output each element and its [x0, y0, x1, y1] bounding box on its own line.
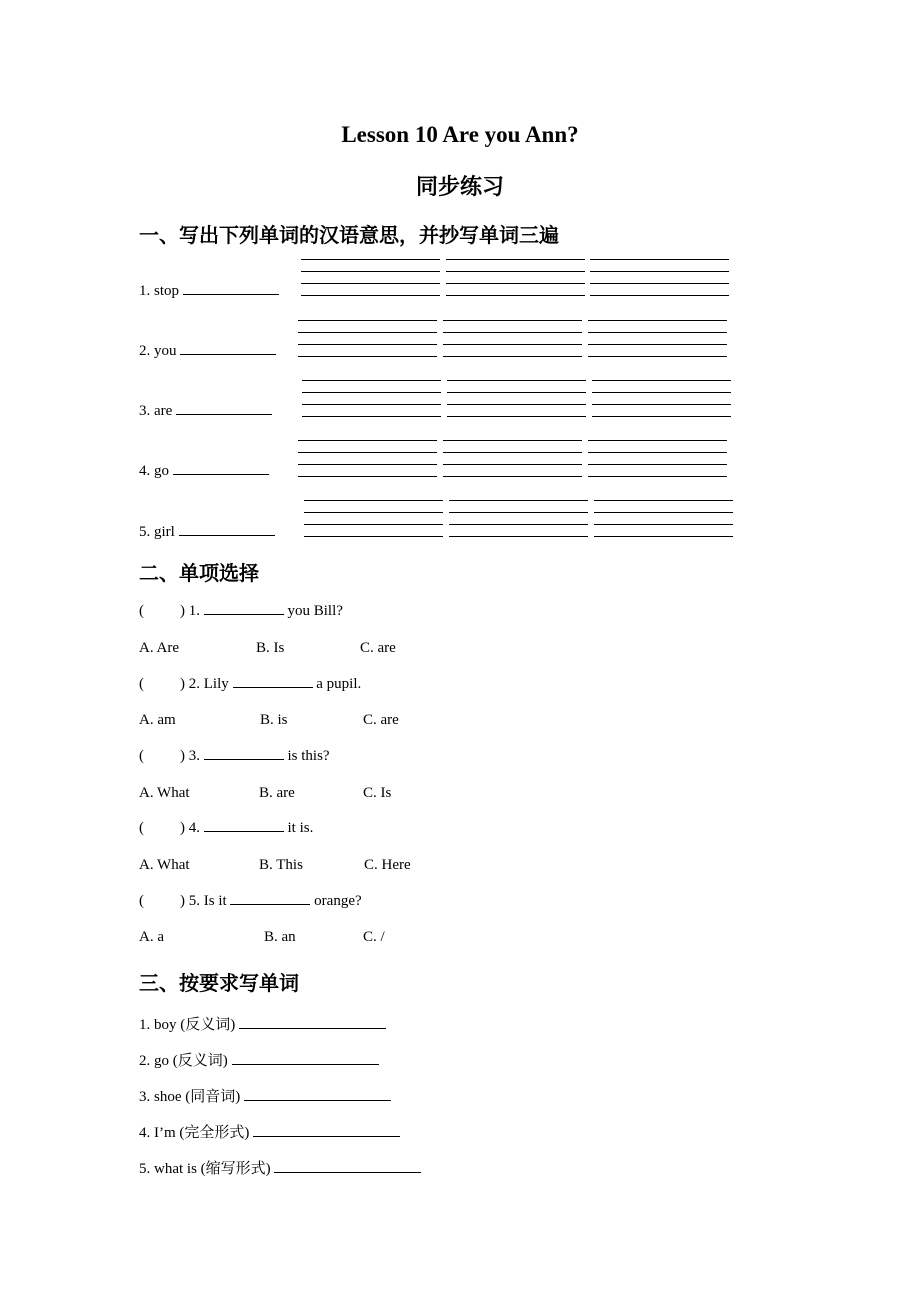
- question-number: 1.: [188, 603, 200, 619]
- meaning-blank[interactable]: [183, 293, 279, 295]
- word-form-blank[interactable]: [274, 1171, 421, 1173]
- option-row: [139, 785, 391, 802]
- copy-line: [588, 476, 727, 477]
- word-form-label: 3. shoe (同音词): [139, 1089, 241, 1105]
- copy-line: [592, 392, 731, 393]
- section2-heading: 二、单项选择: [139, 561, 259, 585]
- word-form-label: 2. go (反义词): [139, 1053, 228, 1069]
- question-number: 2.: [188, 676, 200, 692]
- word-label: 2. you: [139, 343, 177, 359]
- option-row: [139, 712, 399, 729]
- question-blank[interactable]: [204, 830, 284, 832]
- copy-line: [298, 332, 437, 333]
- copy-line: [302, 416, 441, 417]
- copy-line: [304, 500, 443, 501]
- option-row: [139, 929, 385, 946]
- copy-line: [304, 536, 443, 537]
- word-label: 4. go: [139, 463, 169, 479]
- option-a[interactable]: A. am: [139, 712, 176, 728]
- copy-line: [592, 416, 731, 417]
- option-c[interactable]: C. Here: [364, 857, 411, 873]
- copy-line: [590, 259, 729, 260]
- question-row: [139, 603, 343, 620]
- option-b[interactable]: B. an: [264, 929, 296, 945]
- question-row: [139, 893, 362, 910]
- word-form-blank[interactable]: [253, 1135, 400, 1137]
- meaning-blank[interactable]: [173, 473, 269, 475]
- question-number: 3.: [188, 748, 200, 764]
- word-form-label: 5. what is (缩写形式): [139, 1161, 271, 1177]
- option-a[interactable]: A. What: [139, 785, 190, 801]
- meaning-blank[interactable]: [180, 353, 276, 355]
- answer-paren-open: (: [139, 893, 144, 909]
- copy-line: [298, 320, 437, 321]
- question-blank[interactable]: [204, 613, 284, 615]
- copy-line: [301, 271, 440, 272]
- answer-paren-close: ): [180, 676, 185, 692]
- copy-line: [298, 476, 437, 477]
- question-text: it is.: [287, 820, 314, 836]
- copy-line: [447, 404, 586, 405]
- section3-heading: 三、按要求写单词: [139, 971, 299, 995]
- word-item: [139, 403, 272, 420]
- question-row: [139, 748, 330, 765]
- copy-line: [590, 283, 729, 284]
- word-item: [139, 343, 276, 360]
- question-blank[interactable]: [204, 758, 284, 760]
- copy-line: [594, 536, 733, 537]
- option-row: [139, 640, 396, 657]
- option-b[interactable]: B. is: [260, 712, 288, 728]
- question-text-pre: Lily: [203, 676, 229, 692]
- option-c[interactable]: C. Is: [363, 785, 392, 801]
- copy-line: [302, 380, 441, 381]
- question-text-pre: Is it: [203, 893, 227, 909]
- copy-line: [443, 344, 582, 345]
- copy-line: [298, 464, 437, 465]
- question-text: is this?: [287, 748, 330, 764]
- copy-line: [298, 440, 437, 441]
- word-form-label: 4. I’m (完全形式): [139, 1125, 250, 1141]
- word-form-blank[interactable]: [239, 1027, 386, 1029]
- word-label: 1. stop: [139, 283, 180, 299]
- answer-paren-close: ): [180, 748, 185, 764]
- copy-line: [594, 524, 733, 525]
- copy-line: [588, 452, 727, 453]
- copy-line: [446, 271, 585, 272]
- copy-line: [449, 524, 588, 525]
- meaning-blank[interactable]: [179, 534, 275, 536]
- answer-paren-open: (: [139, 676, 144, 692]
- copy-line: [443, 332, 582, 333]
- copy-line: [592, 404, 731, 405]
- copy-line: [449, 512, 588, 513]
- copy-line: [443, 356, 582, 357]
- option-b[interactable]: B. are: [259, 785, 295, 801]
- word-form-blank[interactable]: [232, 1063, 379, 1065]
- answer-paren-close: ): [180, 603, 185, 619]
- word-form-item: [139, 1085, 391, 1106]
- page-subtitle: 同步练习: [415, 175, 504, 200]
- copy-line: [592, 380, 731, 381]
- question-text: you Bill?: [287, 603, 343, 619]
- word-form-item: [139, 1013, 386, 1034]
- copy-line: [447, 380, 586, 381]
- section1-heading: 一、写出下列单词的汉语意思，并抄写单词三遍: [139, 223, 559, 247]
- answer-paren-open: (: [139, 748, 144, 764]
- copy-line: [446, 259, 585, 260]
- word-item: [139, 524, 275, 541]
- copy-line: [443, 452, 582, 453]
- copy-line: [298, 452, 437, 453]
- copy-line: [302, 392, 441, 393]
- copy-line: [446, 295, 585, 296]
- meaning-blank[interactable]: [176, 413, 272, 415]
- option-a[interactable]: A. Are: [139, 640, 179, 656]
- copy-line: [590, 295, 729, 296]
- option-b[interactable]: B. Is: [256, 640, 285, 656]
- question-blank[interactable]: [233, 686, 313, 688]
- copy-line: [301, 283, 440, 284]
- copy-line: [301, 259, 440, 260]
- question-row: [139, 820, 313, 837]
- copy-line: [443, 464, 582, 465]
- answer-paren-open: (: [139, 603, 144, 619]
- copy-line: [301, 295, 440, 296]
- copy-line: [304, 524, 443, 525]
- word-label: 3. are: [139, 403, 173, 419]
- question-blank[interactable]: [230, 903, 310, 905]
- copy-line: [298, 356, 437, 357]
- question-text: orange?: [314, 893, 362, 909]
- question-number: 5.: [188, 893, 200, 909]
- word-label: 5. girl: [139, 524, 175, 540]
- copy-line: [443, 476, 582, 477]
- copy-line: [449, 536, 588, 537]
- copy-line: [588, 440, 727, 441]
- copy-line: [443, 320, 582, 321]
- copy-line: [588, 344, 727, 345]
- copy-line: [590, 271, 729, 272]
- question-text: a pupil.: [316, 676, 362, 692]
- copy-line: [304, 512, 443, 513]
- question-number: 4.: [188, 820, 200, 836]
- copy-line: [594, 512, 733, 513]
- page-title: Lesson 10 Are you Ann?: [341, 122, 579, 147]
- option-row: [139, 857, 411, 874]
- copy-line: [443, 440, 582, 441]
- word-item: [139, 463, 269, 480]
- copy-line: [447, 416, 586, 417]
- option-a[interactable]: A. What: [139, 857, 190, 873]
- option-b[interactable]: B. This: [259, 857, 303, 873]
- copy-line: [588, 320, 727, 321]
- copy-line: [588, 464, 727, 465]
- word-form-label: 1. boy (反义词): [139, 1017, 236, 1033]
- copy-line: [298, 344, 437, 345]
- answer-paren-open: (: [139, 820, 144, 836]
- question-row: [139, 676, 361, 693]
- option-c[interactable]: C. are: [360, 640, 396, 656]
- copy-line: [449, 500, 588, 501]
- word-form-item: [139, 1121, 400, 1142]
- answer-paren-close: ): [180, 893, 185, 909]
- option-a[interactable]: A. a: [139, 929, 164, 945]
- word-form-blank[interactable]: [244, 1099, 391, 1101]
- copy-line: [588, 356, 727, 357]
- copy-line: [302, 404, 441, 405]
- copy-line: [447, 392, 586, 393]
- copy-line: [446, 283, 585, 284]
- copy-line: [594, 500, 733, 501]
- word-form-item: [139, 1049, 379, 1070]
- option-c[interactable]: C. /: [363, 929, 385, 945]
- option-c[interactable]: C. are: [363, 712, 399, 728]
- copy-line: [588, 332, 727, 333]
- word-form-item: [139, 1157, 421, 1178]
- word-item: [139, 283, 279, 300]
- answer-paren-close: ): [180, 820, 185, 836]
